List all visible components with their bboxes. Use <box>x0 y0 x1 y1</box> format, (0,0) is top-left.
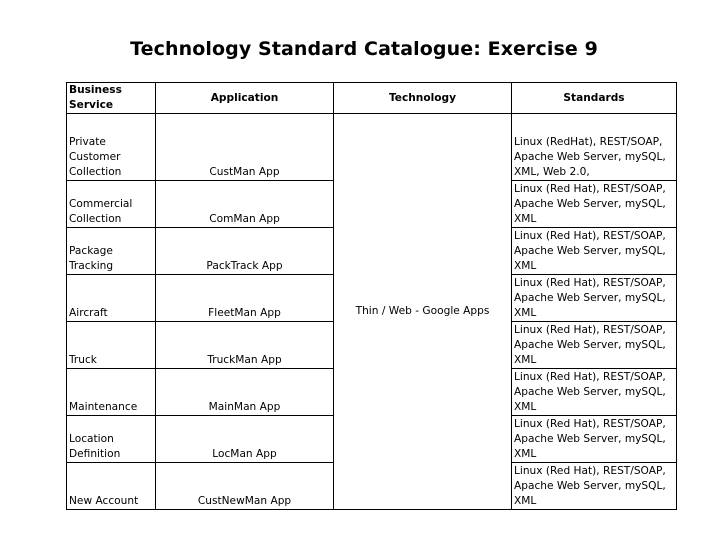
standards-line: Linux (Red Hat), REST/SOAP, <box>514 324 666 336</box>
standards-line: Apache Web Server, mySQL, <box>514 480 666 492</box>
business-service-line: Aircraft <box>69 307 108 319</box>
business-service-line: Truck <box>69 354 97 366</box>
business-service-cell <box>67 463 156 510</box>
standards-line: Linux (Red Hat), REST/SOAP, <box>514 418 666 430</box>
standards-line: Linux (Red Hat), REST/SOAP, <box>514 230 666 242</box>
application-cell: CustMan App <box>156 114 334 181</box>
standards-line: Apache Web Server, mySQL, <box>514 151 666 163</box>
application-cell: LocMan App <box>156 416 334 463</box>
standards-cell <box>512 369 677 416</box>
business-service-cell <box>67 181 156 228</box>
technology-cell: Thin / Web - Google Apps <box>334 114 512 510</box>
table-row <box>67 114 677 181</box>
application-cell: ComMan App <box>156 181 334 228</box>
standards-line: XML <box>514 495 537 507</box>
business-service-cell <box>67 416 156 463</box>
standards-line: Linux (Red Hat), REST/SOAP, <box>514 465 666 477</box>
business-service-line: Definition <box>69 448 121 460</box>
business-service-line: Customer <box>69 151 121 163</box>
standards-line: XML <box>514 354 537 366</box>
application-cell: CustNewMan App <box>156 463 334 510</box>
standards-cell <box>512 416 677 463</box>
table-body <box>67 114 677 510</box>
standards-line: XML, Web 2.0, <box>514 166 590 178</box>
standards-line: Apache Web Server, mySQL, <box>514 433 666 445</box>
standards-line: Linux (Red Hat), REST/SOAP, <box>514 371 666 383</box>
standards-cell <box>512 275 677 322</box>
standards-line: Apache Web Server, mySQL, <box>514 386 666 398</box>
standards-cell <box>512 463 677 510</box>
header-technology: Technology <box>334 83 512 114</box>
standards-line: XML <box>514 307 537 319</box>
standards-line: Apache Web Server, mySQL, <box>514 198 666 210</box>
header-row <box>67 83 677 114</box>
standards-line: Apache Web Server, mySQL, <box>514 245 666 257</box>
header-business-service: Business Service <box>67 83 156 114</box>
application-cell: PackTrack App <box>156 228 334 275</box>
header-standards: Standards <box>512 83 677 114</box>
standards-line: XML <box>514 401 537 413</box>
business-service-cell <box>67 369 156 416</box>
standards-line: Linux (RedHat), REST/SOAP, <box>514 136 663 148</box>
header-application: Application <box>156 83 334 114</box>
business-service-line: New Account <box>69 495 139 507</box>
standards-line: XML <box>514 213 537 225</box>
standards-line: XML <box>514 448 537 460</box>
business-service-cell <box>67 114 156 181</box>
standards-cell <box>512 228 677 275</box>
standards-line: Linux (Red Hat), REST/SOAP, <box>514 277 666 289</box>
technology-standard-table <box>66 82 677 510</box>
application-cell: FleetMan App <box>156 275 334 322</box>
standards-cell <box>512 322 677 369</box>
business-service-line: Private <box>69 136 106 148</box>
business-service-cell <box>67 322 156 369</box>
standards-line: Linux (Red Hat), REST/SOAP, <box>514 183 666 195</box>
standards-cell <box>512 181 677 228</box>
business-service-cell <box>67 228 156 275</box>
business-service-line: Package Tracking <box>69 245 114 272</box>
business-service-line: Maintenance <box>69 401 138 413</box>
business-service-line: Collection <box>69 213 122 225</box>
business-service-line: Commercial <box>69 198 133 210</box>
application-cell: TruckMan App <box>156 322 334 369</box>
standards-line: Apache Web Server, mySQL, <box>514 292 666 304</box>
page-title: Technology Standard Catalogue: Exercise 9 <box>130 38 598 60</box>
standards-line: Apache Web Server, mySQL, <box>514 339 666 351</box>
standards-cell <box>512 114 677 181</box>
application-cell: MainMan App <box>156 369 334 416</box>
business-service-line: Collection <box>69 166 122 178</box>
business-service-line: Location <box>69 433 114 445</box>
standards-line: XML <box>514 260 537 272</box>
business-service-cell <box>67 275 156 322</box>
